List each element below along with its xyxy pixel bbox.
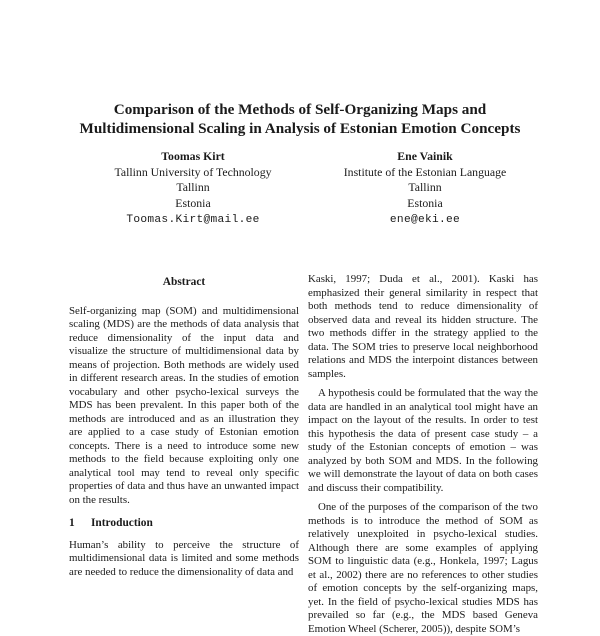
section-number: 1 (69, 517, 75, 529)
author-block-kirt (78, 149, 308, 229)
abstract-text: Self-organizing map (SOM) and multidimensional scaling (MDS) are the methods of data analysis that reduce dimensionality of the input data and visualize the structure of multidimensional data by means of projection. Both methods are widely used in different research areas. In the studies of emotion vocabulary and other psycho-lexical surveys the MDS has been prevalent. In this paper both of the methods are introduced and as an illustration they are applied to a case study of Estonian emotion concepts. There is a need to introduce some new methods to the field because exploiting only one analytical tool may tend to reveal only specific properties of data and thus have an unwanted impact on the results. (69, 304, 299, 506)
author-country: Estonia (175, 195, 211, 210)
body-paragraph-2: A hypothesis could be formulated that the way the data are handled in an analytical tool might have an impact on the layout of the results. In order to test this hypothesis the data of present case study – a study of the Estonian concepts of emotion – was analyzed by both SOM and MDS. In the following we will demonstrate the layout of data on both cases and discuss their compatibility. (308, 387, 538, 494)
author-block-vainik (310, 149, 540, 229)
author-country: Estonia (407, 195, 443, 210)
section-heading-introduction (69, 517, 299, 531)
title-line-2: Multidimensional Scaling in Analysis of Estonian Emotion Concepts (79, 120, 521, 137)
author-city: Tallinn (176, 180, 210, 194)
body-paragraph-1: Kaski, 1997; Duda et al., 2001). Kaski has emphasized their general similarity in respect that both methods tend to reduce dimensionality of observed data and reveal its hidden structure. The two methods differ in the strategy applied to the data. The SOM tries to preserve local neighborhood relations and MDS the interpoint distances between samples. (308, 273, 538, 380)
right-column (308, 273, 538, 636)
left-column (69, 276, 299, 579)
author-email: ene@eki.ee (389, 214, 461, 226)
introduction-text: Human’s ability to perceive the structure of multidimensional data is limited and some methods are needed to reduce the dimensionality of data and (69, 538, 299, 578)
author-affiliation: Tallinn University of Technology (114, 164, 272, 179)
body-paragraph-3: One of the purposes of the comparison of the two methods is to introduce the method of SOM as relatively unexploited in psycho-lexical studies. Although there are some examples of applying SOM to linguistic data (e.g., Honkela, 1997; Lagus et al., 2002) there are no references to other studies of emotion concepts by the self-organizing maps, yet. In the field of psycho-lexical studies MDS has prevailed so far (e.g., the MDS based Geneva Emotion Wheel (Scherer, 2005)), despite SOM’s (308, 501, 538, 635)
abstract-heading: Abstract (162, 276, 206, 288)
author-name: Toomas Kirt (161, 149, 225, 163)
title-line-1: Comparison of the Methods of Self-Organizing Maps and (113, 101, 487, 118)
author-affiliation: Institute of the Estonian Language (343, 164, 507, 179)
section-title: Introduction (91, 517, 153, 529)
paper-title (70, 100, 530, 138)
author-email: Toomas.Kirt@mail.ee (126, 214, 260, 226)
author-name: Ene Vainik (397, 149, 453, 163)
author-city: Tallinn (408, 180, 442, 194)
